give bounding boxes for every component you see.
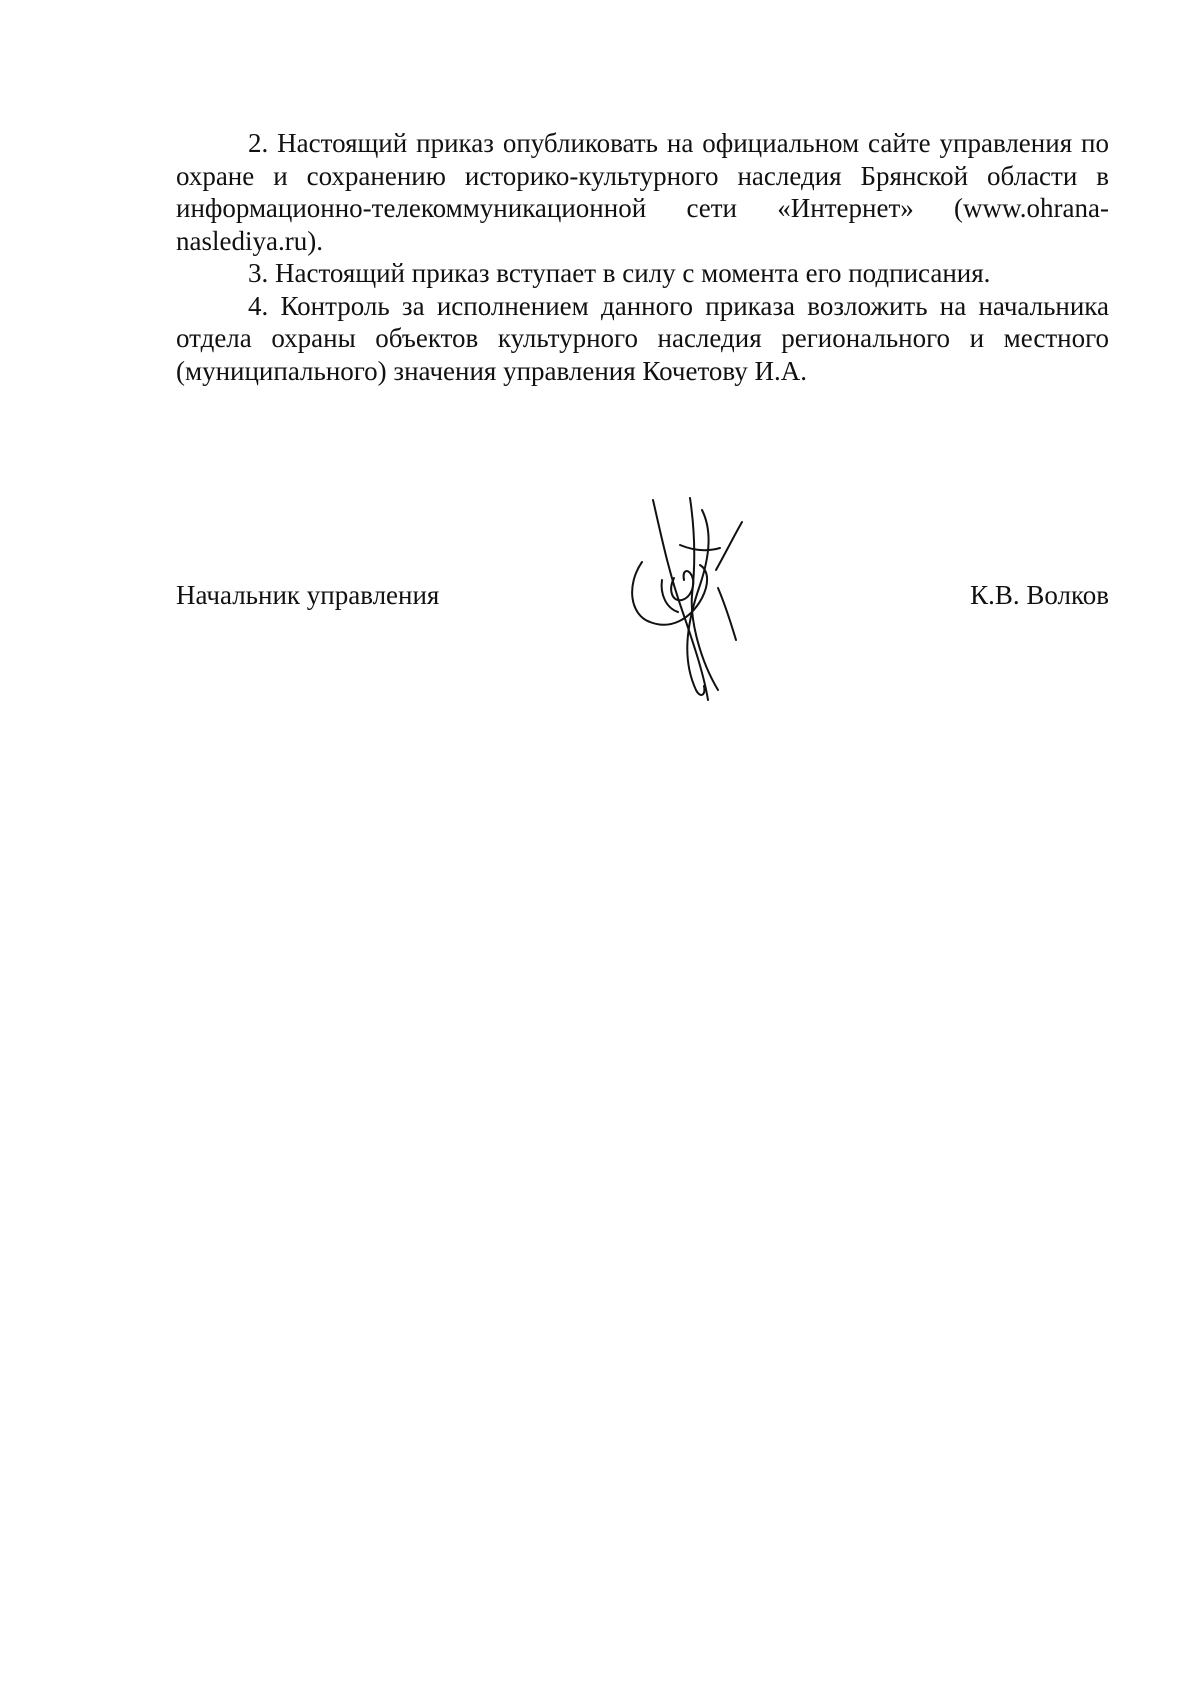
signatory-position: Начальник управления <box>176 580 440 610</box>
paragraph-control: 4. Контроль за исполнением данного приказа возложить на начальника отдела охраны объектов культурного наследия регионального и местного (муниципального) значения управления Кочетову И.А. <box>176 290 1109 386</box>
signatory-name: К.В. Волков <box>970 580 1109 610</box>
paragraph-effective-date: 3. Настоящий приказ вступает в силу с момента его подписания. <box>248 258 991 288</box>
paragraph-publication: 2. Настоящий приказ опубликовать на официальном сайте управления по охране и сохранению историко-культурного наследия Брянской области в информационно-телекоммуникационной сети «Интернет» (www.ohrana-naslediya.ru). <box>176 128 1109 256</box>
handwritten-signature <box>620 490 755 705</box>
document-body <box>176 127 1109 387</box>
